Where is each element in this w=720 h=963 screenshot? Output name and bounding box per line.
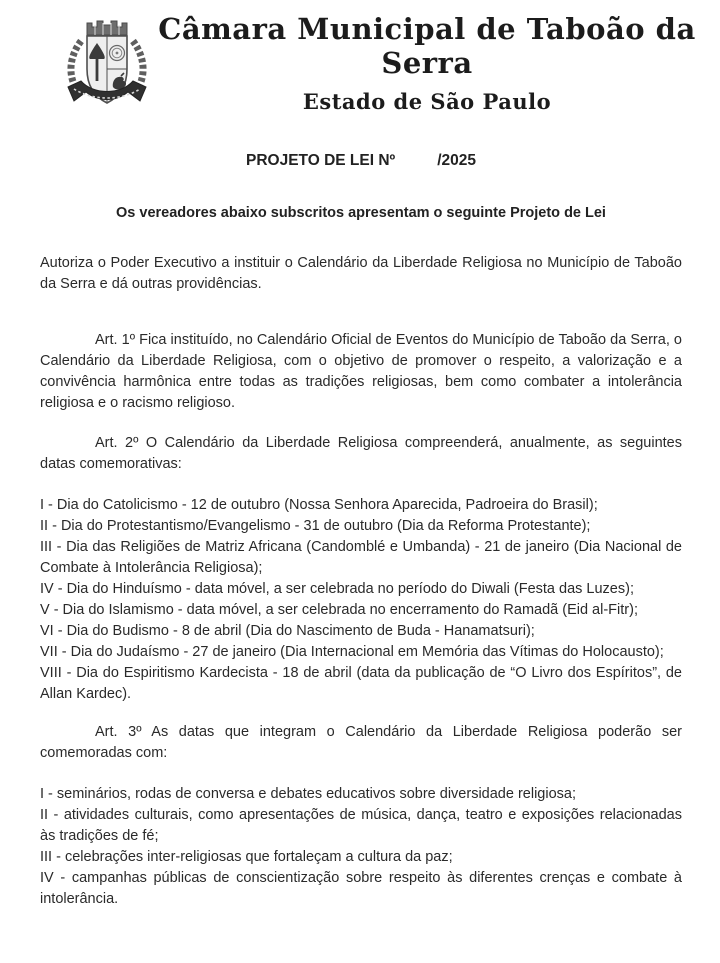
article-2-clauses xyxy=(40,495,682,705)
document-title xyxy=(40,150,682,171)
coat-of-arms-icon xyxy=(56,13,158,115)
law-summary: Autoriza o Poder Executivo a instituir o Calendário da Liberdade Religiosa no Município de Taboão da Serra e dá outras providências. xyxy=(40,255,682,292)
clause-item: III - celebrações inter-religiosas que fortaleçam a cultura da paz; xyxy=(40,849,453,865)
clause-item: IV - Dia do Hinduísmo - data móvel, a ser celebrada no período do Diwali (Festa das Luzes); xyxy=(40,581,634,597)
org-name: Câmara Municipal de Taboão da Serra xyxy=(158,12,696,80)
article-3-clauses xyxy=(40,784,682,910)
clause-item: V - Dia do Islamismo - data móvel, a ser celebrada no encerramento do Ramadã (Eid al-Fitr); xyxy=(40,602,638,618)
clause-item: VIII - Dia do Espiritismo Kardecista - 18 de abril (data da publicação de “O Livro dos Espíritos”, de Allan Kardec). xyxy=(40,665,682,702)
document-body xyxy=(0,150,720,910)
article-2: Art. 2º O Calendário da Liberdade Religiosa compreenderá, anualmente, as seguintes datas comemorativas: xyxy=(40,435,682,472)
clause-item: III - Dia das Religiões de Matriz Africana (Candomblé e Umbanda) - 21 de janeiro (Dia Nacional de Combate à Intolerância Religiosa); xyxy=(40,539,682,576)
article-3: Art. 3º As datas que integram o Calendário da Liberdade Religiosa poderão ser comemoradas com: xyxy=(40,724,682,761)
document-title-suffix: /2025 xyxy=(437,152,476,169)
org-block xyxy=(158,12,696,115)
clause-item: II - Dia do Protestantismo/Evangelismo - 31 de outubro (Dia da Reforma Protestante); xyxy=(40,518,591,534)
clause-item: II - atividades culturais, como apresentações de música, dança, teatro e exposições relacionadas às tradições de fé; xyxy=(40,807,682,844)
letterhead xyxy=(0,0,720,115)
clause-item: VI - Dia do Budismo - 8 de abril (Dia do Nascimento de Buda - Hanamatsuri); xyxy=(40,623,535,639)
clause-item: I - Dia do Catolicismo - 12 de outubro (Nossa Senhora Aparecida, Padroeira do Brasil); xyxy=(40,497,598,513)
clause-item: VII - Dia do Judaísmo - 27 de janeiro (Dia Internacional em Memória das Vítimas do Holocausto); xyxy=(40,644,664,660)
article-1: Art. 1º Fica instituído, no Calendário Oficial de Eventos do Município de Taboão da Serra, o Calendário da Liberdade Religiosa, com o objetivo de promover o respeito, a valorização e a convivência harmônica entre todas as tradições religiosas, bem como combater a intolerância religiosa e o racismo religioso. xyxy=(40,332,682,411)
clause-item: IV - campanhas públicas de conscientização sobre respeito às diferentes crenças e combate à intolerância. xyxy=(40,870,682,907)
clause-item: I - seminários, rodas de conversa e debates educativos sobre diversidade religiosa; xyxy=(40,786,576,802)
presentation-line: Os vereadores abaixo subscritos apresentam o seguinte Projeto de Lei xyxy=(116,205,606,221)
seal-icon xyxy=(110,45,125,60)
org-subtitle: Estado de São Paulo xyxy=(302,89,552,114)
mural-crown-icon xyxy=(87,21,127,35)
document-title-prefix: PROJETO DE LEI Nº xyxy=(245,152,396,169)
